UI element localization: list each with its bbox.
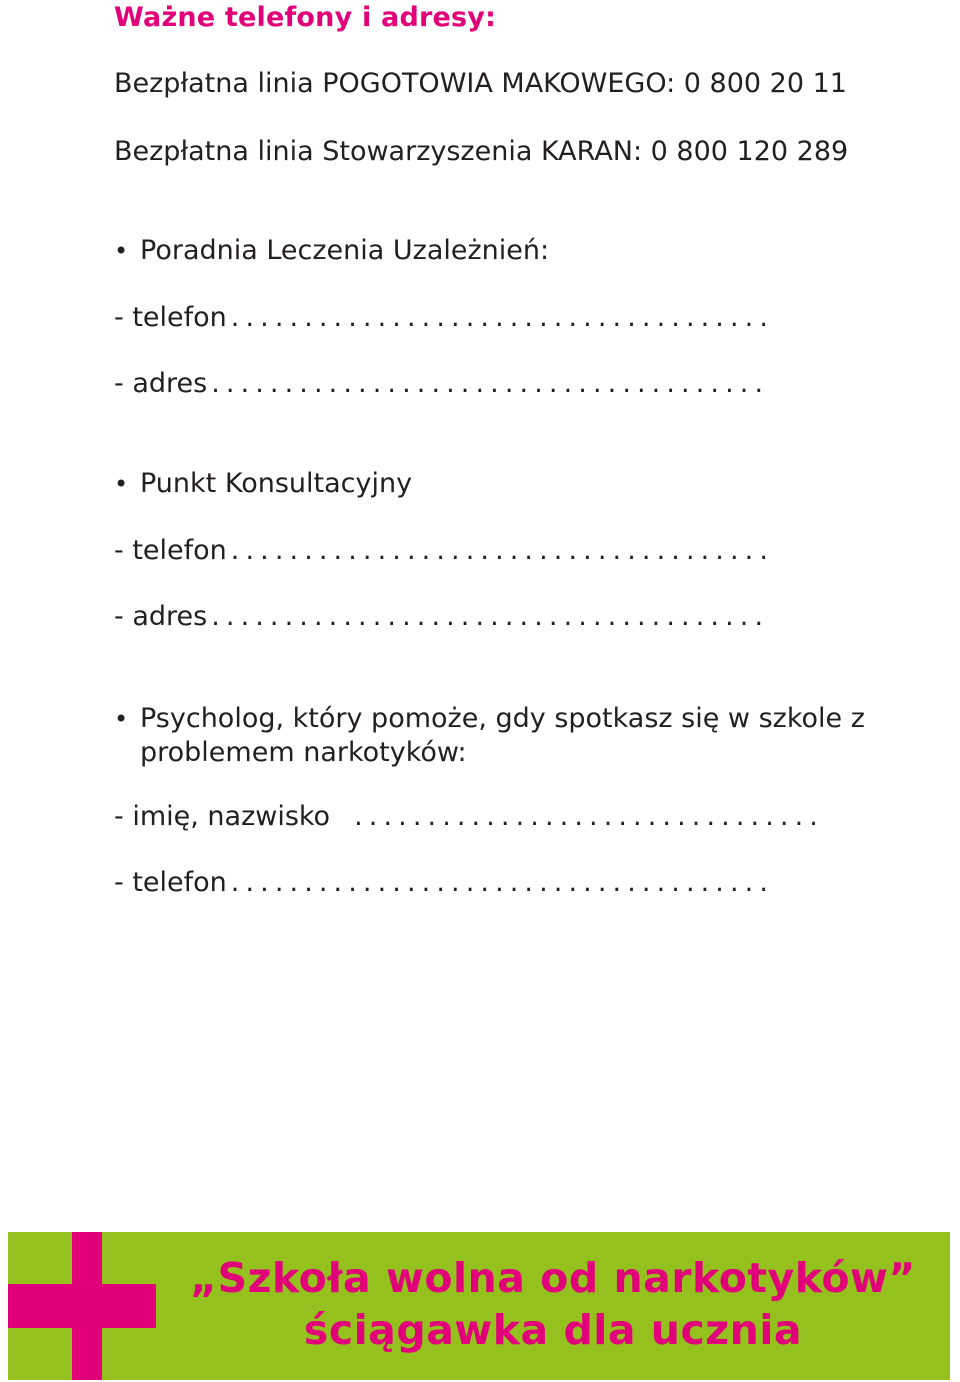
- footer-subtitle: ściągawka dla ucznia: [303, 1306, 803, 1354]
- field-label: - adres: [114, 368, 208, 399]
- field-label: - telefon: [114, 302, 227, 333]
- fill-in-dots: .....................................: [230, 867, 775, 898]
- field-label: - telefon: [114, 535, 227, 566]
- fill-in-dots: .....................................: [230, 535, 775, 566]
- section-title: Poradnia Leczenia Uzależnień:: [140, 235, 550, 266]
- hotline-karan: Bezpłatna linia Stowarzyszenia KARAN: 0 800 120 289: [114, 136, 849, 167]
- section-poradnia-title: [114, 234, 954, 268]
- field-label: - imię, nazwisko: [114, 801, 331, 832]
- fill-in-dots: .....................................: [230, 302, 775, 333]
- fill-in-dots: ................................: [354, 801, 824, 832]
- footer-banner: [8, 1232, 950, 1380]
- section-title: Psycholog, który pomoże, gdy spotkasz się w szkole z problemem narkotyków:: [140, 703, 865, 768]
- bullet-icon: •: [114, 705, 129, 733]
- footer-title: „Szkoła wolna od narkotyków”: [190, 1254, 916, 1302]
- field-label: - adres: [114, 601, 208, 632]
- poradnia-adres-field: [114, 367, 934, 401]
- plus-cross-bar: [8, 1284, 156, 1328]
- field-label: - telefon: [114, 867, 227, 898]
- fill-in-dots: ......................................: [211, 601, 770, 632]
- bullet-icon: •: [114, 470, 129, 498]
- psycholog-imie-field: [114, 800, 934, 834]
- page-heading: Ważne telefony i adresy:: [114, 2, 497, 33]
- punkt-telefon-field: [114, 534, 934, 568]
- section-title: Punkt Konsultacyjny: [140, 468, 413, 499]
- section-punkt-title: [114, 467, 954, 501]
- hotline-pogotowie: Bezpłatna linia POGOTOWIA MAKOWEGO: 0 800 20 11: [114, 68, 847, 99]
- psycholog-telefon-field: [114, 866, 934, 900]
- punkt-adres-field: [114, 600, 934, 634]
- fill-in-dots: ......................................: [211, 368, 770, 399]
- bullet-icon: •: [114, 237, 129, 265]
- poradnia-telefon-field: [114, 301, 934, 335]
- section-psycholog-title: [114, 702, 960, 770]
